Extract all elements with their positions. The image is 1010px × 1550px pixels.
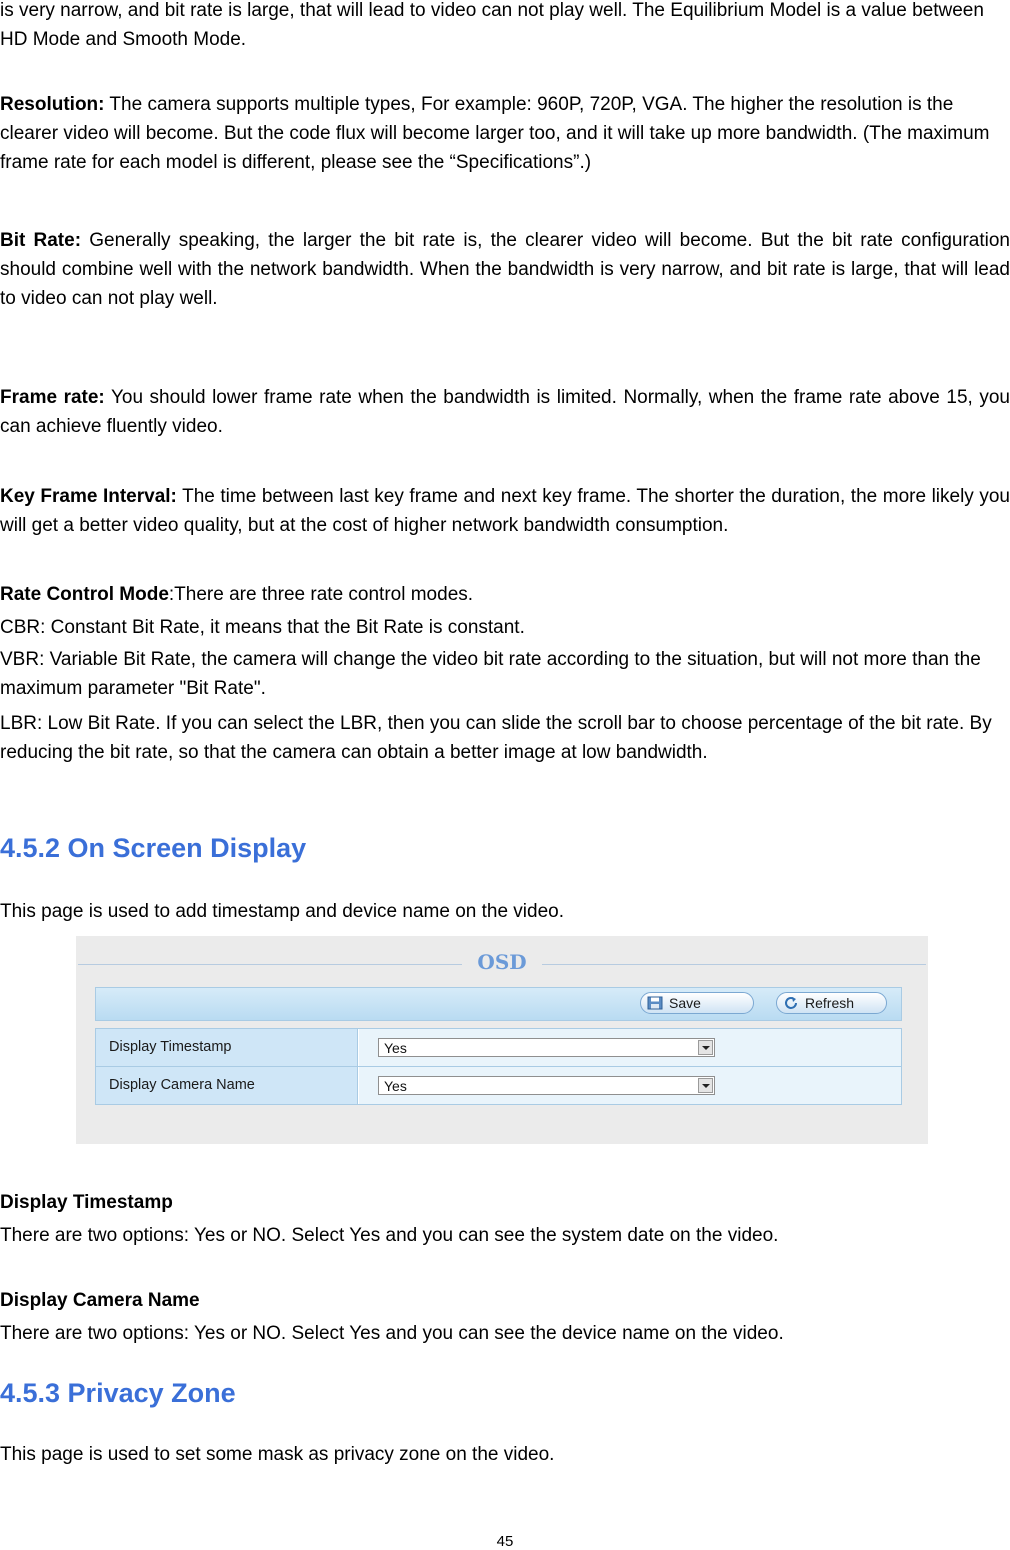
display-camera-name-select[interactable] <box>378 1076 715 1095</box>
display-camera-name-cell <box>359 1067 901 1104</box>
paragraph-bit-rate <box>0 226 1010 313</box>
display-timestamp-value: Yes <box>384 1040 407 1056</box>
paragraph-lbr: LBR: Low Bit Rate. If you can select the LBR, then you can slide the scroll bar to choose percentage of the bit rate. By reducing the bit rate, so that the camera can obtain a better image at low bandwidth. <box>0 713 992 763</box>
frame-rate-label: Frame rate: <box>0 387 105 408</box>
refresh-button[interactable] <box>776 992 887 1014</box>
paragraph-cbr: CBR: Constant Bit Rate, it means that the Bit Rate is constant. <box>0 617 525 638</box>
chevron-down-icon[interactable] <box>698 1078 713 1093</box>
page-number: 45 <box>496 1533 514 1550</box>
save-icon <box>647 996 663 1010</box>
key-frame-text: The time between last key frame and next key frame. The shorter the duration, the more likely you will get a better video quality, but at the cost of higher network bandwidth consumption. <box>0 486 1010 536</box>
paragraph-osd-intro: This page is used to add timestamp and device name on the video. <box>0 901 565 922</box>
resolution-text: The camera supports multiple types, For example: 960P, 720P, VGA. The higher the resolution is the clearer video will become. But the code flux will become larger too, and it will take up more bandwidth. (The maximum frame rate for each model is different, please see the “Specifications”.) <box>0 94 990 173</box>
paragraph-privacy-intro: This page is used to set some mask as privacy zone on the video. <box>0 1444 555 1465</box>
osd-title: OSD <box>477 950 527 974</box>
refresh-icon <box>783 996 799 1010</box>
paragraph-key-frame-interval <box>0 482 1010 540</box>
osd-divider-right <box>542 964 926 965</box>
paragraph-vbr: VBR: Variable Bit Rate, the camera will change the video bit rate according to the situation, but will not more than the maximum parameter "Bit Rate". <box>0 649 981 699</box>
frame-rate-text: You should lower frame rate when the bandwidth is limited. Normally, when the frame rate above 15, you can achieve fluently video. <box>0 387 1010 437</box>
heading-display-timestamp <box>0 1188 1010 1217</box>
osd-divider-left <box>78 964 462 965</box>
heading-display-camera-name <box>0 1286 1010 1315</box>
paragraph-rate-control <box>0 580 1010 609</box>
rate-control-label: Rate Control Mode <box>0 584 169 605</box>
paragraph-resolution <box>0 90 1010 177</box>
paragraph-display-timestamp: There are two options: Yes or NO. Select Yes and you can see the system date on the video. <box>0 1225 779 1246</box>
display-camera-name-row <box>96 1067 901 1104</box>
paragraph-equilibrium: is very narrow, and bit rate is large, that will lead to video can not play well. The Equilibrium Model is a value between HD Mode and Smooth Mode. <box>0 0 984 50</box>
refresh-button-label: Refresh <box>805 995 855 1011</box>
display-timestamp-row <box>96 1029 901 1066</box>
display-timestamp-select[interactable] <box>378 1038 715 1057</box>
bit-rate-text: Generally speaking, the larger the bit rate is, the clearer video will become. But the bit rate configuration should combine well with the network bandwidth. When the bandwidth is very narrow, and bit rate is large, that will lead to video can not play well. <box>0 230 1010 309</box>
osd-settings-figure <box>76 936 928 1144</box>
chevron-down-icon[interactable] <box>698 1040 713 1055</box>
display-timestamp-cell <box>359 1029 901 1066</box>
resolution-label: Resolution: <box>0 94 105 115</box>
display-camera-name-label: Display Camera Name <box>96 1067 358 1104</box>
heading-on-screen-display: 4.5.2 On Screen Display <box>0 833 307 863</box>
bit-rate-label: Bit Rate: <box>0 230 82 251</box>
heading-privacy-zone: 4.5.3 Privacy Zone <box>0 1378 236 1408</box>
key-frame-label: Key Frame Interval: <box>0 486 177 507</box>
display-timestamp-label: Display Timestamp <box>96 1029 358 1066</box>
paragraph-frame-rate <box>0 383 1010 441</box>
rate-control-text: :There are three rate control modes. <box>168 584 474 605</box>
osd-toolbar <box>95 987 902 1021</box>
display-camera-name-value: Yes <box>384 1078 407 1094</box>
display-camera-name-title: Display Camera Name <box>0 1290 200 1311</box>
osd-settings-table <box>95 1028 902 1105</box>
paragraph-display-camera-name: There are two options: Yes or NO. Select Yes and you can see the device name on the video. <box>0 1323 784 1344</box>
save-button[interactable] <box>640 992 754 1014</box>
display-timestamp-title: Display Timestamp <box>0 1192 173 1213</box>
save-button-label: Save <box>669 995 701 1011</box>
